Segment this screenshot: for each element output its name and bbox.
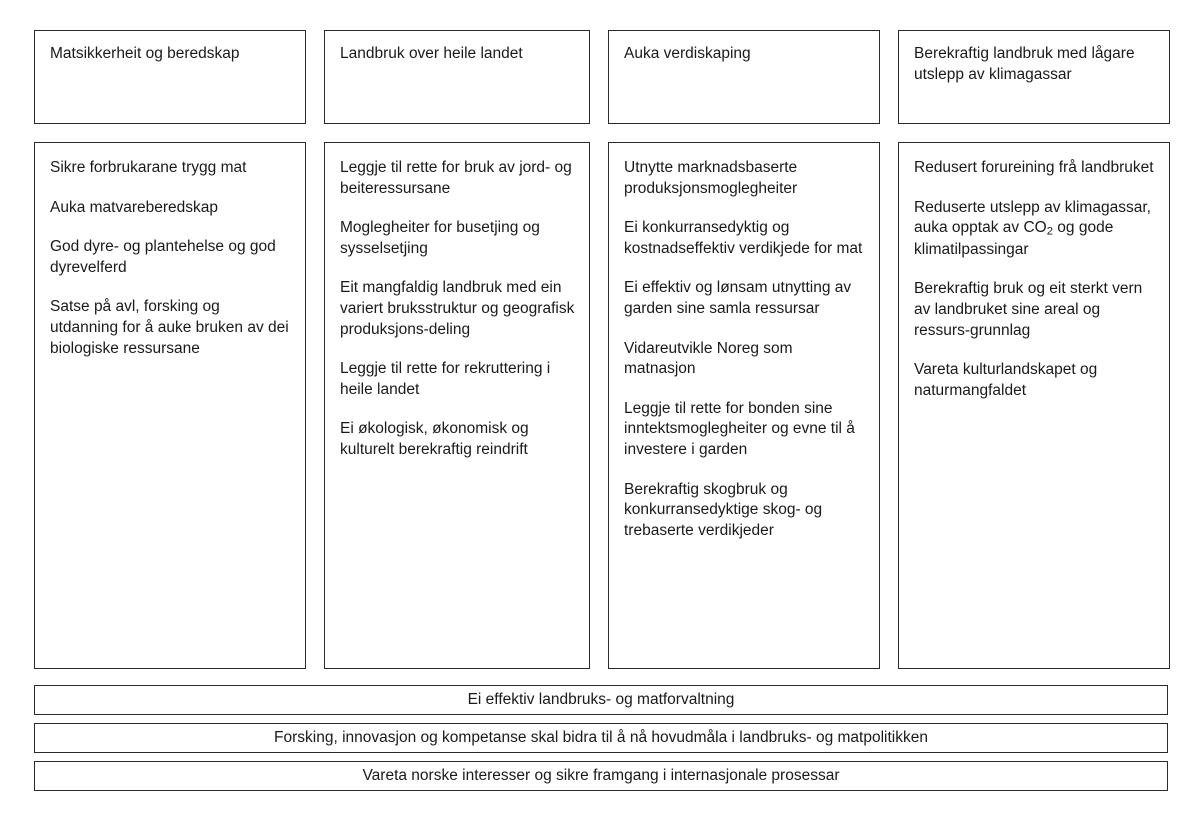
list-item: Auka matvareberedskap bbox=[50, 198, 219, 216]
footer-bars bbox=[34, 685, 1168, 791]
list-item: Moglegheiter for busetjing og sysselsetjing bbox=[340, 219, 540, 257]
list-item: Ei konkurransedyktig og kostnadseffektiv verdikjede for mat bbox=[624, 219, 863, 257]
list-item: Eit mangfaldig landbruk med ein variert bruksstruktur og geografisk produksjons-deling bbox=[340, 279, 575, 338]
list-item: Utnytte marknadsbaserte produksjonsmoglegheiter bbox=[624, 159, 798, 197]
header-box-4 bbox=[898, 30, 1170, 124]
list-item: Vidareutvikle Noreg som matnasjon bbox=[624, 339, 793, 378]
header-row bbox=[34, 30, 1168, 124]
list-item: Leggje til rette for bonden sine inntektsmoglegheiter og evne til å investere i garden bbox=[624, 399, 855, 459]
list-item: Satse på avl, forsking og utdanning for å auke bruken av dei biologiske ressursane bbox=[50, 298, 289, 357]
list-item: Berekraftig bruk og eit sterkt vern av landbruket sine areal og ressurs-grunnlag bbox=[914, 280, 1143, 339]
list-item: Leggje til rette for bruk av jord- og beiteressursane bbox=[340, 159, 572, 197]
body-row bbox=[34, 142, 1168, 669]
header-box-3 bbox=[608, 30, 880, 124]
list-item: Vareta kulturlandskapet og naturmangfaldet bbox=[914, 361, 1098, 399]
header-label-1: Matsikkerheit og beredskap bbox=[50, 45, 240, 62]
list-item: Redusert forureining frå landbruket bbox=[914, 159, 1154, 176]
header-label-2: Landbruk over heile landet bbox=[340, 45, 523, 62]
column-box-3 bbox=[608, 142, 880, 669]
list-item: God dyre- og plantehelse og god dyrevelferd bbox=[50, 238, 276, 276]
column-box-2 bbox=[324, 142, 590, 669]
header-label-4: Berekraftig landbruk med lågare utslepp av klimagassar bbox=[914, 45, 1135, 83]
column-box-4 bbox=[898, 142, 1170, 669]
list-item: Leggje til rette for rekruttering i heile landet bbox=[340, 360, 551, 398]
footer-bar-2: Forsking, innovasjon og kompetanse skal bidra til å nå hovudmåla i landbruks- og matpolitikken bbox=[34, 723, 1168, 753]
list-item: Sikre forbrukarane trygg mat bbox=[50, 159, 247, 176]
footer-bar-1: Ei effektiv landbruks- og matforvaltning bbox=[34, 685, 1168, 715]
header-box-2 bbox=[324, 30, 590, 124]
footer-bar-3: Vareta norske interesser og sikre framgang i internasjonale prosessar bbox=[34, 761, 1168, 791]
list-item: Berekraftig skogbruk og konkurransedyktige skog- og trebaserte verdikjeder bbox=[624, 480, 823, 539]
list-item: Ei økologisk, økonomisk og kulturelt berekraftig reindrift bbox=[340, 420, 529, 459]
list-item: Ei effektiv og lønsam utnytting av garden sine samla ressursar bbox=[624, 279, 852, 318]
header-label-3: Auka verdiskaping bbox=[624, 45, 751, 62]
column-box-1 bbox=[34, 142, 306, 669]
list-item-co2: Reduserte utslepp av klimagassar, auka opptak av $CO_2$ og gode klimatilpassingar bbox=[914, 198, 1151, 258]
header-box-1 bbox=[34, 30, 306, 124]
